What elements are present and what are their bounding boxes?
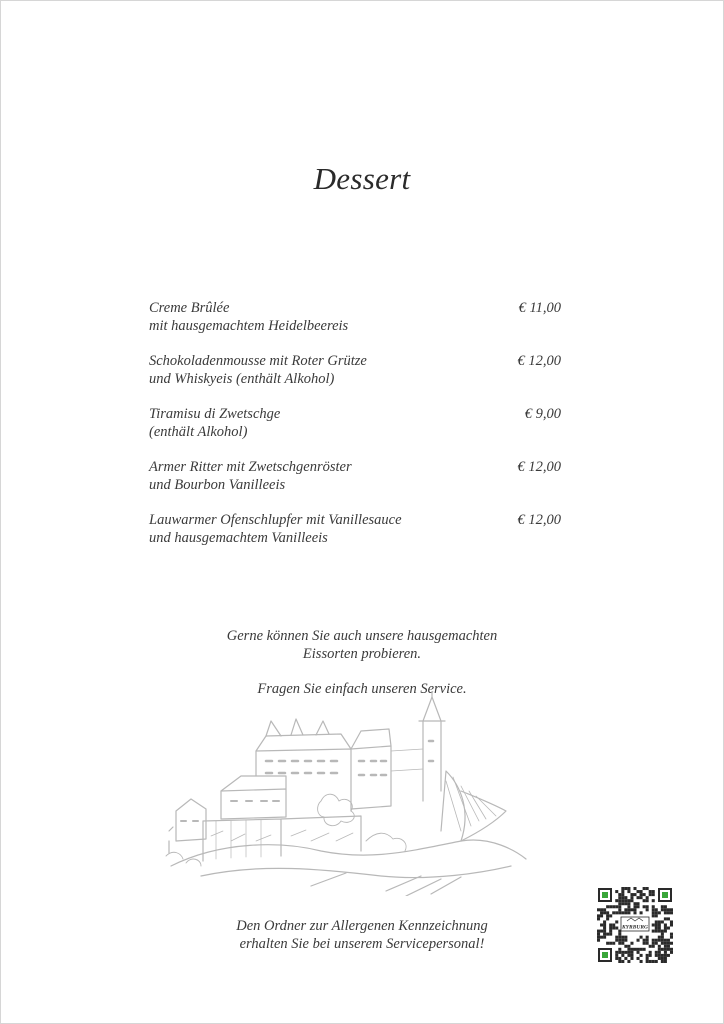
item-price: € 12,00 [517, 512, 561, 528]
qr-module [637, 957, 640, 960]
qr-module [664, 911, 667, 914]
qr-module [630, 954, 633, 957]
qr-module [597, 914, 600, 917]
menu-item [149, 405, 563, 458]
qr-module [612, 923, 615, 926]
qr-module [624, 957, 627, 960]
qr-module [603, 930, 606, 933]
qr-module [670, 936, 673, 939]
qr-module [643, 939, 646, 942]
qr-module [652, 899, 655, 902]
item-price: € 12,00 [517, 353, 561, 369]
qr-module [652, 908, 655, 911]
qr-module [655, 908, 658, 911]
qr-module [664, 954, 667, 957]
qr-module [621, 902, 624, 905]
qr-module [652, 939, 655, 942]
qr-module [667, 939, 670, 942]
qr-module [658, 939, 661, 942]
qr-module [661, 930, 664, 933]
item-description: und Whiskyeis (enthält Alkohol) [149, 371, 335, 387]
qr-module [630, 908, 633, 911]
menu-item [149, 511, 563, 564]
qr-module [655, 920, 658, 923]
qr-module [658, 927, 661, 930]
qr-module [624, 899, 627, 902]
qr-module [670, 948, 673, 951]
qr-module [661, 948, 664, 951]
qr-module [652, 905, 655, 908]
qr-module [606, 905, 609, 908]
qr-module [621, 893, 624, 896]
qr-module [633, 948, 636, 951]
item-description: (enthält Alkohol) [149, 424, 248, 440]
qr-module [621, 954, 624, 957]
qr-module [670, 933, 673, 936]
qr-module [633, 902, 636, 905]
qr-module [667, 917, 670, 920]
qr-module [655, 930, 658, 933]
qr-module [600, 923, 603, 926]
qr-module [664, 939, 667, 942]
qr-module [661, 954, 664, 957]
qr-module [618, 893, 621, 896]
qr-module [621, 899, 624, 902]
qr-module [603, 908, 606, 911]
qr-module [640, 954, 643, 957]
qr-module [640, 948, 643, 951]
qr-module [621, 936, 624, 939]
qr-module [612, 942, 615, 945]
qr-module [621, 960, 624, 963]
qr-module [661, 920, 664, 923]
qr-module [630, 951, 633, 954]
qr-module [646, 896, 649, 899]
dessert-list [149, 299, 563, 564]
allergen-line: erhalten Sie bei unserem Servicepersonal! [239, 936, 485, 952]
qr-module [652, 960, 655, 963]
castle-illustration [161, 691, 531, 896]
qr-module [655, 954, 658, 957]
qr-module [643, 905, 646, 908]
qr-module [624, 945, 627, 948]
qr-module [643, 887, 646, 890]
qr-module [652, 945, 655, 948]
qr-module [646, 887, 649, 890]
qr-module [664, 908, 667, 911]
qr-module [630, 893, 633, 896]
qr-module [640, 890, 643, 893]
qr-module [667, 954, 670, 957]
qr-module [643, 899, 646, 902]
qr-module [618, 905, 621, 908]
qr-module [621, 911, 624, 914]
qr-module [621, 942, 624, 945]
qr-module [627, 948, 630, 951]
qr-module [624, 887, 627, 890]
qr-module [658, 948, 661, 951]
qr-module [655, 951, 658, 954]
qr-module [637, 890, 640, 893]
qr-module [664, 917, 667, 920]
qr-module [664, 951, 667, 954]
qr-module [652, 911, 655, 914]
qr-module [618, 936, 621, 939]
qr-module [652, 893, 655, 896]
qr-module [667, 945, 670, 948]
qr-module [661, 957, 664, 960]
qr-module [618, 899, 621, 902]
qr-module [661, 942, 664, 945]
qr-module [609, 930, 612, 933]
qr-module [633, 893, 636, 896]
qr-module [655, 914, 658, 917]
qr-module [618, 957, 621, 960]
qr-module [670, 951, 673, 954]
item-name: Schokoladenmousse mit Roter Grütze [149, 353, 367, 369]
qr-module [621, 887, 624, 890]
qr-module [627, 960, 630, 963]
qr-module [618, 908, 621, 911]
qr-module [606, 911, 609, 914]
menu-item [149, 458, 563, 511]
qr-module [652, 890, 655, 893]
qr-module [612, 911, 615, 914]
qr-module [624, 951, 627, 954]
item-name: Lauwarmer Ofenschlupfer mit Vanillesauce [149, 512, 402, 528]
qr-module [600, 914, 603, 917]
qr-module [655, 960, 658, 963]
ice-cream-note [1, 627, 723, 663]
qr-module [630, 899, 633, 902]
qr-module [615, 939, 618, 942]
qr-module [655, 942, 658, 945]
qr-module [640, 896, 643, 899]
qr-module [618, 960, 621, 963]
qr-module [637, 902, 640, 905]
qr-module [621, 939, 624, 942]
qr-module [646, 899, 649, 902]
qr-module [661, 905, 664, 908]
qr-logo-text: KYRBURG [622, 924, 648, 931]
qr-module [624, 911, 627, 914]
qr-module [609, 933, 612, 936]
qr-module [646, 936, 649, 939]
qr-module [621, 890, 624, 893]
qr-module [655, 939, 658, 942]
qr-module [615, 936, 618, 939]
item-name: Creme Brûlée [149, 300, 230, 316]
qr-module [649, 951, 652, 954]
qr-module [646, 957, 649, 960]
qr-module [667, 948, 670, 951]
qr-module [661, 936, 664, 939]
allergen-line: Den Ordner zur Allergenen Kennzeichnung [236, 918, 488, 934]
qr-module [630, 942, 633, 945]
qr-module [618, 942, 621, 945]
qr-module [664, 960, 667, 963]
qr-module [630, 957, 633, 960]
qr-module [597, 939, 600, 942]
item-name: Tiramisu di Zwetschge [149, 406, 281, 422]
qr-module [652, 914, 655, 917]
item-price: € 11,00 [518, 300, 561, 316]
qr-module [646, 954, 649, 957]
qr-module [652, 923, 655, 926]
qr-module [664, 942, 667, 945]
qr-module [646, 905, 649, 908]
item-description: und hausgemachtem Vanilleeis [149, 530, 328, 546]
qr-module [658, 923, 661, 926]
item-name: Armer Ritter mit Zwetschgenröster [149, 459, 352, 475]
qr-module [609, 927, 612, 930]
qr-module [643, 942, 646, 945]
qr-module [658, 930, 661, 933]
qr-module [615, 951, 618, 954]
qr-module [597, 933, 600, 936]
qr-module [670, 923, 673, 926]
qr-module [652, 930, 655, 933]
qr-module [633, 887, 636, 890]
qr-module [652, 942, 655, 945]
qr-module [633, 905, 636, 908]
menu-item [149, 299, 563, 352]
qr-module [655, 923, 658, 926]
qr-module [627, 887, 630, 890]
qr-module [621, 951, 624, 954]
qr-module [646, 939, 649, 942]
qr-module [609, 914, 612, 917]
qr-module [624, 902, 627, 905]
qr-module [658, 951, 661, 954]
qr-module [667, 908, 670, 911]
qr-module [670, 908, 673, 911]
qr-module [630, 948, 633, 951]
service-note: Fragen Sie einfach unseren Service. [257, 681, 467, 697]
qr-module [670, 911, 673, 914]
qr-module [624, 896, 627, 899]
qr-module [618, 951, 621, 954]
qr-module [649, 945, 652, 948]
qr-module [664, 923, 667, 926]
qr-module [621, 896, 624, 899]
qr-module [643, 893, 646, 896]
qr-module [637, 951, 640, 954]
qr-module [646, 908, 649, 911]
qr-module [597, 930, 600, 933]
qr-module [640, 936, 643, 939]
qr-module [624, 908, 627, 911]
qr-module [655, 927, 658, 930]
qr-module [600, 911, 603, 914]
qr-module [612, 905, 615, 908]
page-title: Dessert [313, 161, 411, 196]
qr-module [637, 948, 640, 951]
qr-module [600, 930, 603, 933]
qr-module [664, 927, 667, 930]
qr-module [667, 942, 670, 945]
qr-module [637, 905, 640, 908]
qr-module [649, 893, 652, 896]
qr-module [670, 942, 673, 945]
qr-module [627, 945, 630, 948]
qr-module [664, 930, 667, 933]
qr-module [643, 948, 646, 951]
qr-module [646, 960, 649, 963]
qr-module [627, 954, 630, 957]
qr-module [627, 908, 630, 911]
qr-module [658, 957, 661, 960]
qr-module [655, 911, 658, 914]
qr-module [615, 920, 618, 923]
qr-module [627, 890, 630, 893]
qr-module [615, 957, 618, 960]
qr-module [618, 933, 621, 936]
qr-module [640, 911, 643, 914]
qr-module [664, 945, 667, 948]
qr-module [627, 899, 630, 902]
qr-module [633, 911, 636, 914]
qr-module [658, 920, 661, 923]
qr-module [609, 905, 612, 908]
qr-module [603, 933, 606, 936]
qr-module [618, 902, 621, 905]
qr-module [606, 933, 609, 936]
qr-module [603, 936, 606, 939]
qr-module [640, 893, 643, 896]
note-line: Eissorten probieren. [302, 646, 422, 662]
qr-module [627, 951, 630, 954]
qr-module [664, 957, 667, 960]
qr-module [603, 911, 606, 914]
qr-module [633, 908, 636, 911]
qr-module [664, 905, 667, 908]
qr-module [637, 896, 640, 899]
qr-module [615, 911, 618, 914]
qr-module [600, 908, 603, 911]
qr-module [615, 899, 618, 902]
qr-module [637, 939, 640, 942]
qr-module [603, 927, 606, 930]
qr-module [603, 923, 606, 926]
qr-module [646, 942, 649, 945]
qr-module [615, 890, 618, 893]
qr-module [615, 954, 618, 957]
qr-module [618, 911, 621, 914]
menu-item [149, 352, 563, 405]
qr-module [664, 948, 667, 951]
qr-code[interactable] [597, 887, 673, 963]
qr-module [667, 927, 670, 930]
qr-module [612, 927, 615, 930]
qr-module [661, 939, 664, 942]
qr-module [624, 936, 627, 939]
item-price: € 9,00 [524, 406, 561, 422]
qr-module [658, 954, 661, 957]
item-description: und Bourbon Vanilleeis [149, 477, 286, 493]
qr-module [618, 939, 621, 942]
qr-module [609, 942, 612, 945]
qr-module [649, 954, 652, 957]
qr-module [661, 960, 664, 963]
qr-module [624, 939, 627, 942]
qr-module [606, 917, 609, 920]
qr-module [649, 960, 652, 963]
qr-module [667, 911, 670, 914]
qr-module [618, 948, 621, 951]
qr-module [597, 917, 600, 920]
item-price: € 12,00 [517, 459, 561, 475]
qr-module [597, 936, 600, 939]
qr-module [615, 905, 618, 908]
qr-module [627, 905, 630, 908]
qr-module [600, 936, 603, 939]
qr-module [658, 911, 661, 914]
qr-module [658, 945, 661, 948]
qr-module [609, 923, 612, 926]
qr-module [649, 890, 652, 893]
qr-module [627, 911, 630, 914]
qr-module [615, 927, 618, 930]
qr-module [661, 908, 664, 911]
qr-module [603, 920, 606, 923]
qr-module [597, 908, 600, 911]
qr-module [658, 936, 661, 939]
qr-module [606, 914, 609, 917]
qr-module [670, 920, 673, 923]
qr-module [661, 933, 664, 936]
qr-module [627, 902, 630, 905]
qr-module [640, 960, 643, 963]
note-line: Gerne können Sie auch unsere hausgemachten [226, 628, 498, 644]
qr-module [606, 942, 609, 945]
item-description: mit hausgemachtem Heidelbeereis [149, 318, 349, 334]
qr-module [618, 896, 621, 899]
qr-module [630, 896, 633, 899]
